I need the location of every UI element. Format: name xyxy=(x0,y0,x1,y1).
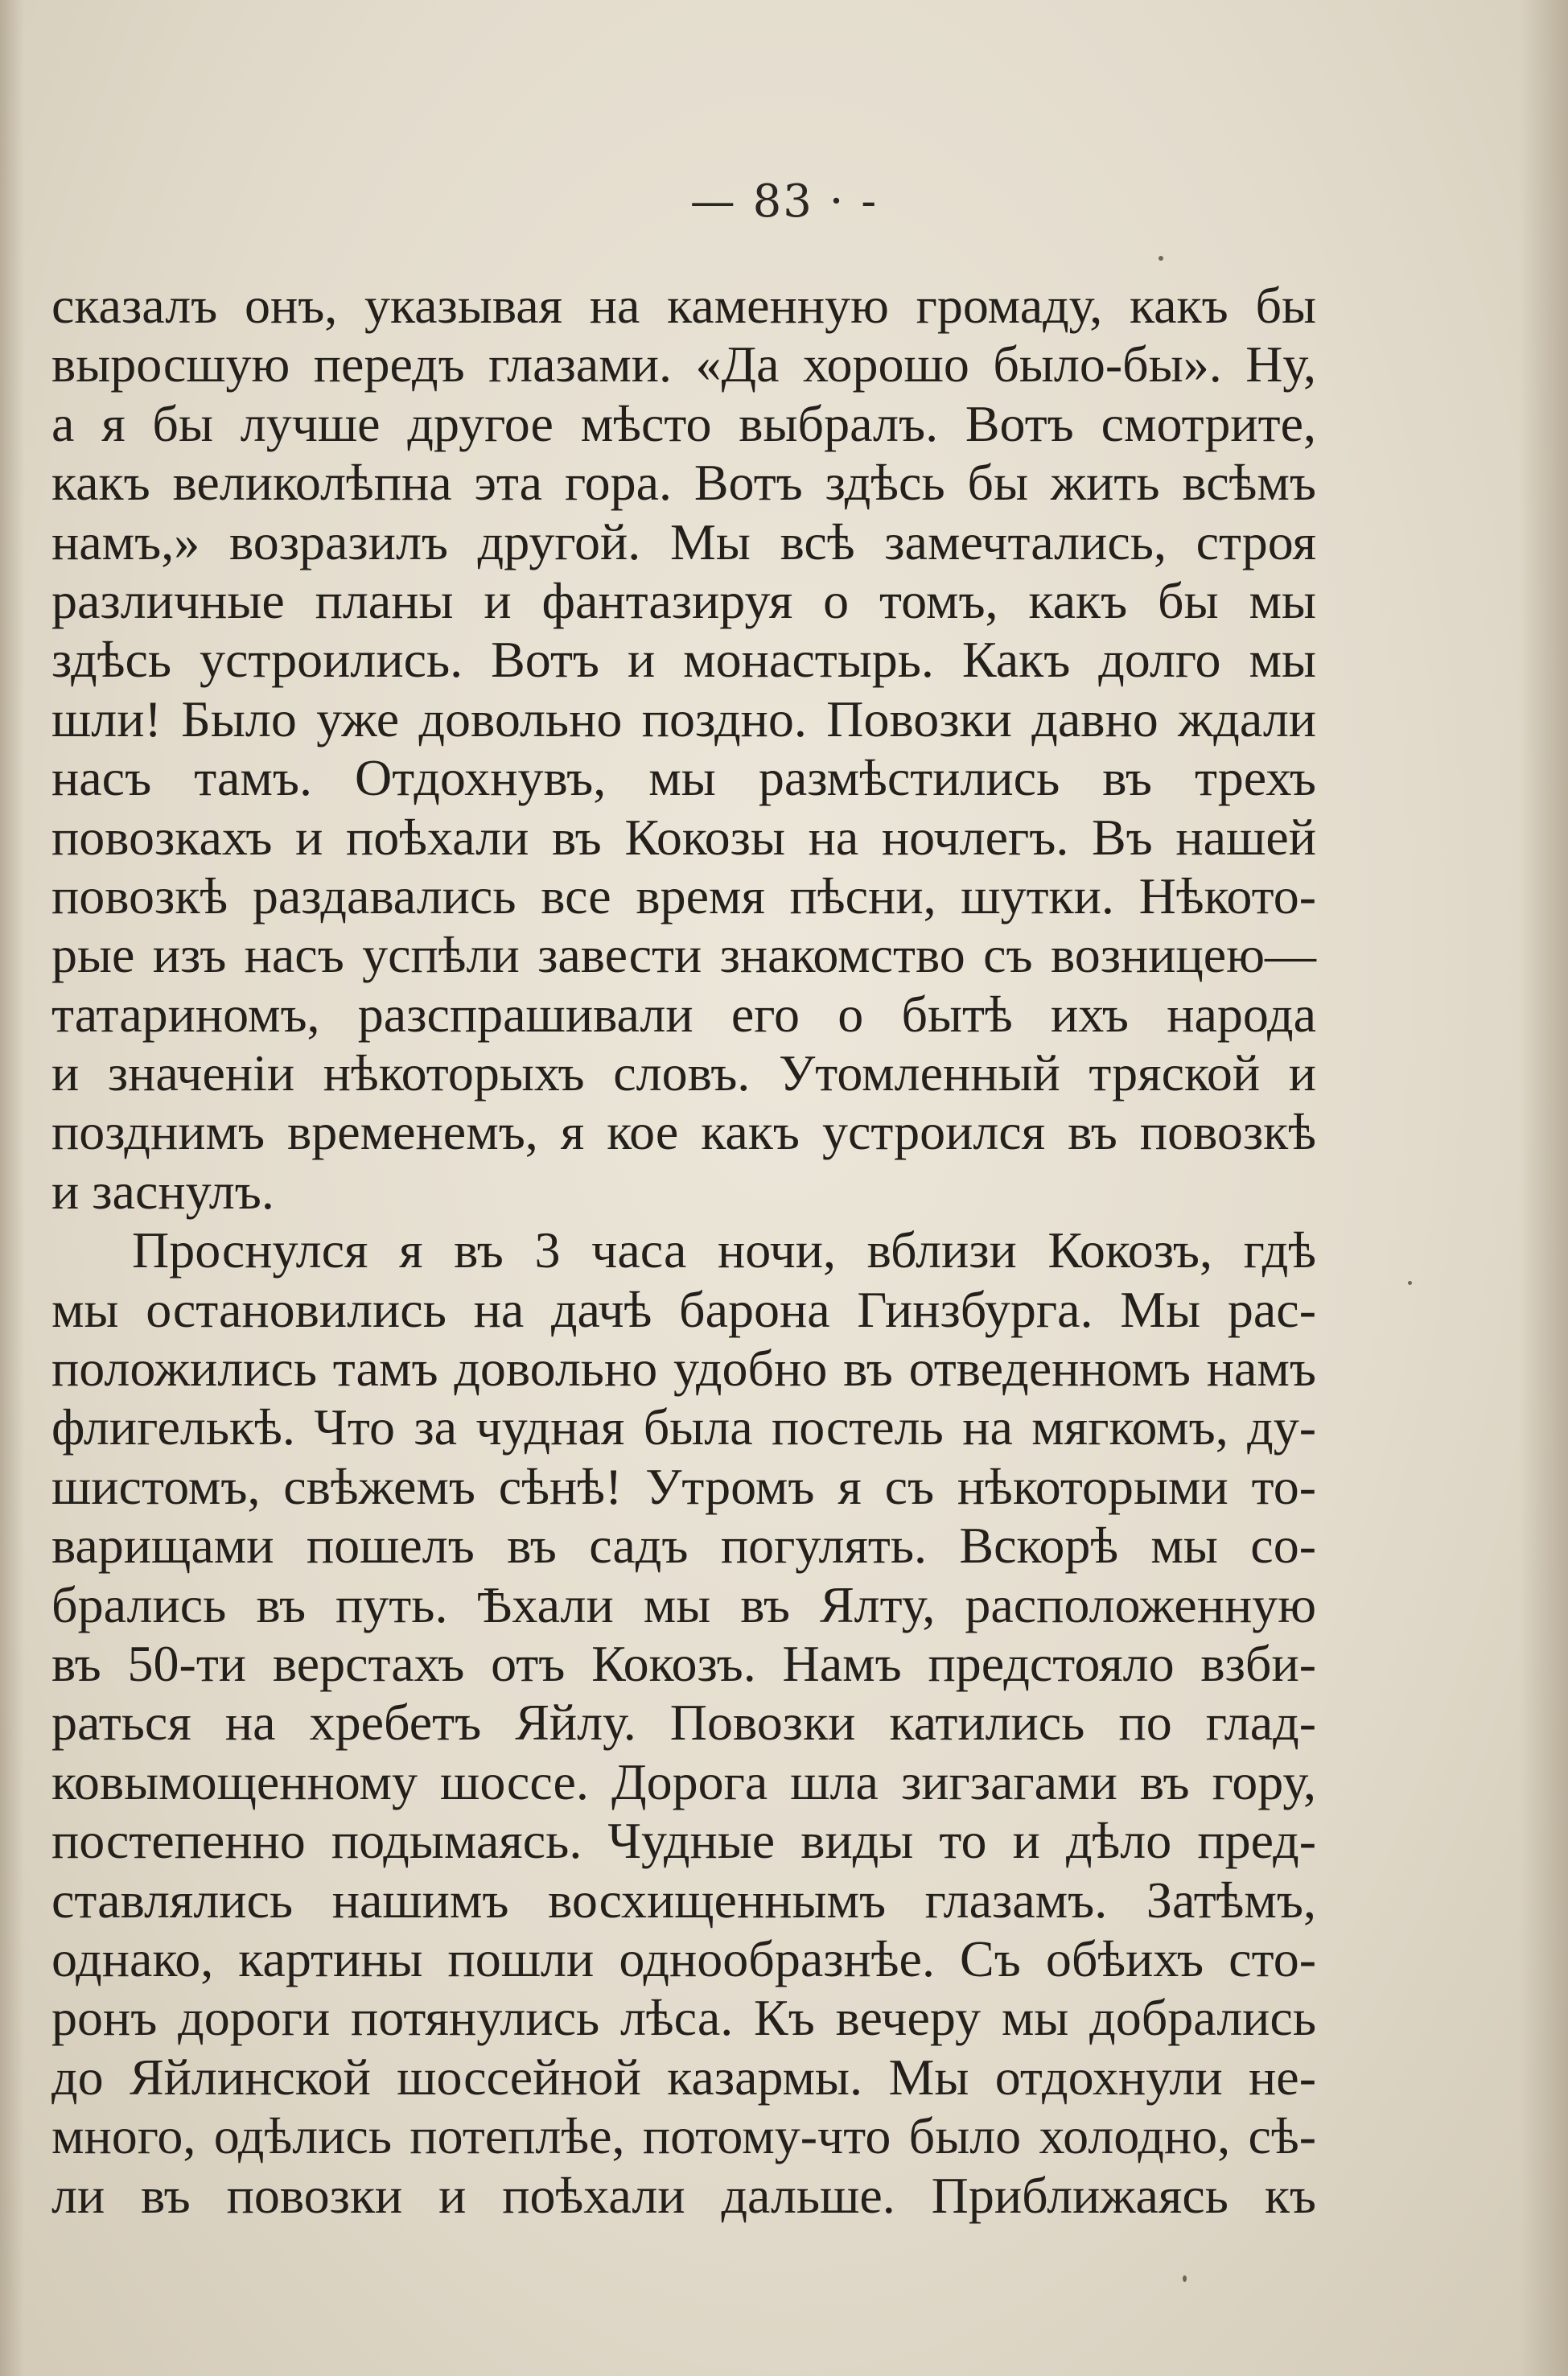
text-line: здѣсь устроились. Вотъ и монастырь. Какъ долго мы xyxy=(51,631,1316,689)
paragraph xyxy=(51,1221,1316,2225)
text-line: а я бы лучше другое мѣсто выбралъ. Вотъ смотрите, xyxy=(51,394,1316,452)
text-line: Проснулся я въ 3 часа ночи, вблизи Кокозъ, гдѣ xyxy=(132,1221,1316,1279)
text-line: шистомъ, свѣжемъ сѣнѣ! Утромъ я съ нѣкоторыми то- xyxy=(51,1457,1316,1515)
text-line: ронъ дороги потянулись лѣса. Къ вечеру мы добрались xyxy=(51,1989,1316,2047)
text-line: татариномъ, разспрашивали его о бытѣ ихъ народа xyxy=(51,985,1316,1043)
text-line: повозкахъ и поѣхали въ Кокозы на ночлегъ. Въ нашей xyxy=(51,808,1316,866)
body-text xyxy=(51,276,1316,2225)
text-line: различные планы и фантазируя о томъ, какъ бы мы xyxy=(51,571,1316,629)
paper-speck xyxy=(1408,1281,1412,1285)
text-line: и заснулъ. xyxy=(51,1162,274,1220)
text-line: въ 50-ти верстахъ отъ Кокозъ. Намъ предстояло взби- xyxy=(51,1634,1316,1692)
text-line: шли! Было уже довольно поздно. Повозки давно ждали xyxy=(51,690,1316,747)
text-line: варищами пошелъ въ садъ погулять. Вскорѣ мы со- xyxy=(51,1517,1316,1575)
text-line: до Яйлинской шоссейной казармы. Мы отдохнули не- xyxy=(51,2048,1316,2106)
paragraph xyxy=(51,276,1316,1221)
text-line: и значенiи нѣкоторыхъ словъ. Утомленный тряской и xyxy=(51,1044,1316,1102)
text-line: много, одѣлись потеплѣе, потому-что было холодно, сѣ- xyxy=(51,2107,1316,2165)
text-line: выросшую передъ глазами. «Да хорошо было-бы». Ну, xyxy=(51,336,1316,393)
text-line: брались въ путь. Ѣхали мы въ Ялту, расположенную xyxy=(51,1575,1316,1633)
text-line: рые изъ насъ успѣли завести знакомство съ возницею— xyxy=(51,926,1316,984)
text-line: однако, картины пошли однообразнѣе. Съ обѣихъ сто- xyxy=(51,1929,1316,1987)
page-number: — 83 · - xyxy=(689,175,879,228)
text-line: сказалъ онъ, указывая на каменную громаду, какъ бы xyxy=(51,277,1316,334)
text-line: постепенно подымаясь. Чудные виды то и дѣло пред- xyxy=(51,1812,1316,1870)
text-line: раться на хребетъ Яйлу. Повозки катились по глад- xyxy=(51,1694,1316,1752)
text-line: ковымощенному шоссе. Дорога шла зигзагами въ гору, xyxy=(51,1752,1316,1810)
text-line: мы остановились на дачѣ барона Гинзбурга. Мы рас- xyxy=(51,1280,1316,1338)
text-line: флигелькѣ. Что за чудная была постель на мягкомъ, ду- xyxy=(51,1398,1316,1456)
paper-speck xyxy=(1183,2275,1187,2282)
page-shadow-left xyxy=(0,0,24,2376)
page-shadow-right xyxy=(1520,0,1568,2376)
text-line: положились тамъ довольно удобно въ отведенномъ намъ xyxy=(51,1340,1316,1398)
paper-speck xyxy=(1159,256,1163,261)
text-line: ли въ повозки и поѣхали дальше. Приближаясь къ xyxy=(51,2166,1316,2224)
text-line: намъ,» возразилъ другой. Мы всѣ замечтались, строя xyxy=(51,513,1316,570)
text-line: ставлялись нашимъ восхищеннымъ глазамъ. Затѣмъ, xyxy=(51,1871,1316,1929)
text-line: позднимъ временемъ, я кое какъ устроился въ повозкѣ xyxy=(51,1103,1316,1161)
text-line: какъ великолѣпна эта гора. Вотъ здѣсь бы жить всѣмъ xyxy=(51,454,1316,512)
text-line: насъ тамъ. Отдохнувъ, мы размѣстились въ трехъ xyxy=(51,749,1316,807)
text-line: повозкѣ раздавались все время пѣсни, шутки. Нѣкото- xyxy=(51,867,1316,924)
